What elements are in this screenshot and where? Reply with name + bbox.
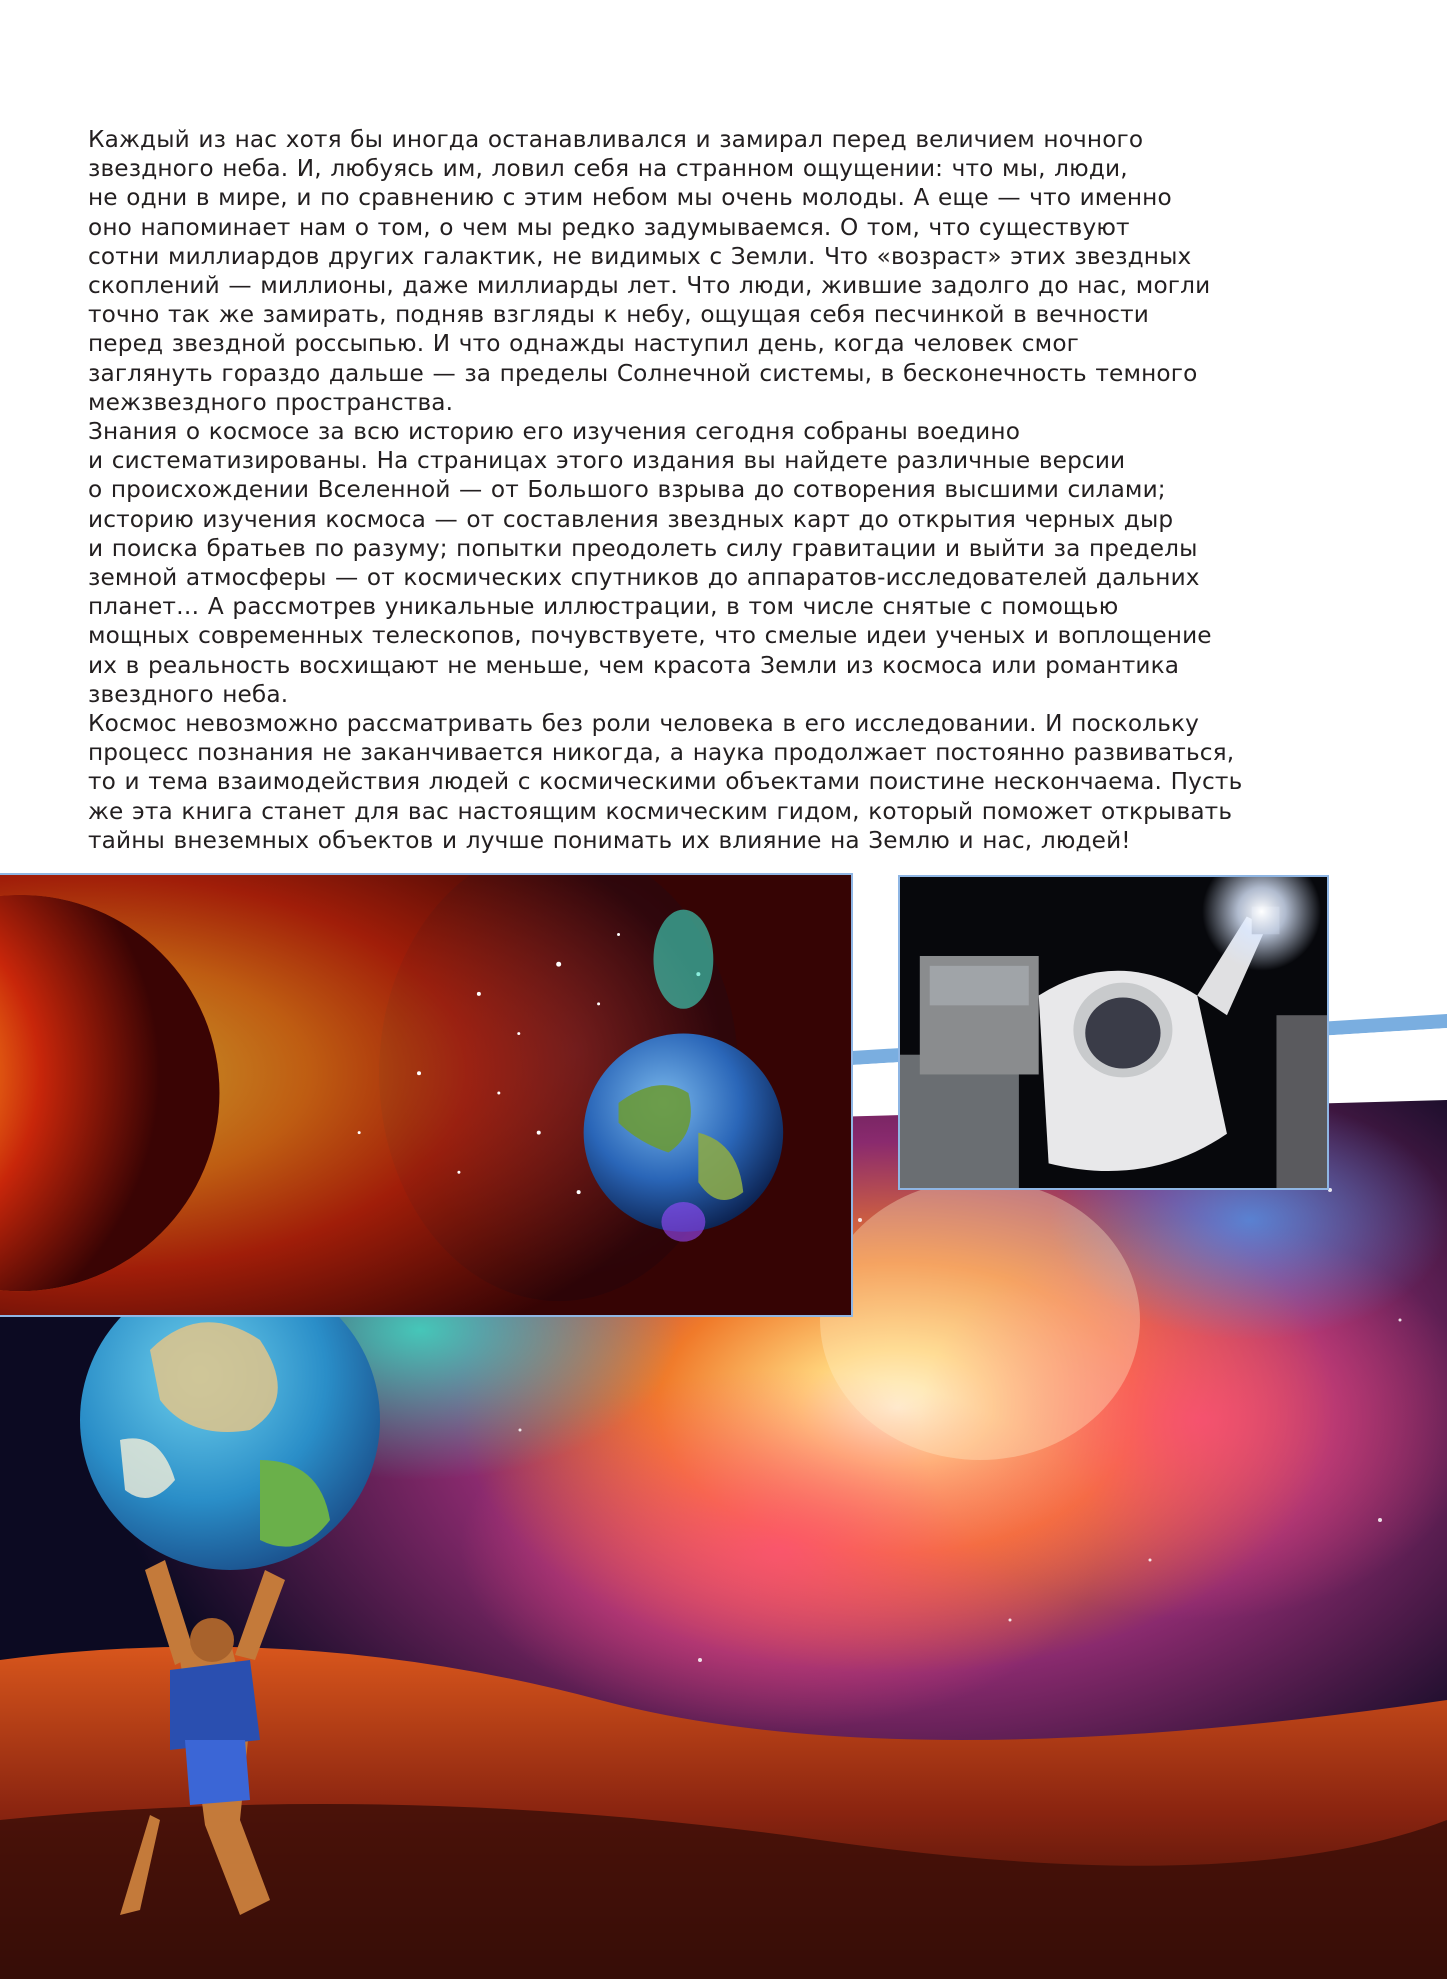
text-line: звездного неба.	[88, 680, 289, 708]
text-line: мощных современных телескопов, почувствуете, что смелые идеи ученых и воплощение	[88, 622, 1212, 650]
intro-text	[88, 125, 1408, 855]
text-line: Знания о космосе за всю историю его изучения сегодня собраны воедино	[88, 418, 1021, 446]
text-line: то и тема взаимодействия людей с космическими объектами поистине нескончаема. Пусть	[88, 768, 1243, 796]
text-line: земной атмосферы — от космических спутников до аппаратов-исследователей дальних	[88, 564, 1200, 592]
text-line: межзвездного пространства.	[88, 388, 454, 416]
text-line: процесс познания не заканчивается никогда, а наука продолжает постоянно развиваться,	[88, 739, 1235, 767]
text-line: не одни в мире, и по сравнению с этим небом мы очень молоды. А еще — что именно	[88, 184, 1172, 212]
text-line: скоплений — миллионы, даже миллиарды лет. Что люди, жившие задолго до нас, могли	[88, 272, 1211, 300]
text-line: и систематизированы. На страницах этого издания вы найдете различные версии	[88, 447, 1126, 475]
text-line: сотни миллиардов других галактик, не видимых с Земли. Что «возраст» этих звездных	[88, 242, 1192, 270]
text-line: историю изучения космоса — от составления звездных карт до открытия черных дыр	[88, 505, 1174, 533]
text-line: звездного неба. И, любуясь им, ловил себя на странном ощущении: что мы, люди,	[88, 155, 1128, 183]
text-line: планет… А рассмотрев уникальные иллюстрации, в том числе снятые с помощью	[88, 593, 1119, 621]
sun-earth-illustration	[0, 873, 853, 1317]
text-line: о происхождении Вселенной — от Большого взрыва до сотворения высшими силами;	[88, 476, 1166, 504]
text-line: заглянуть гораздо дальше — за пределы Солнечной системы, в бесконечность темного	[88, 359, 1198, 387]
text-line: же эта книга станет для вас настоящим космическим гидом, который поможет открывать	[88, 797, 1233, 825]
text-line: тайны внеземных объектов и лучше понимать их влияние на Землю и нас, людей!	[88, 826, 1131, 854]
astronaut-photo	[898, 875, 1329, 1190]
text-line: их в реальность восхищают не меньше, чем красота Земли из космоса или романтика	[88, 651, 1180, 679]
text-line: оно напоминает нам о том, о чем мы редко задумываемся. О том, что существуют	[88, 213, 1130, 241]
text-line: Космос невозможно рассматривать без роли человека в его исследовании. И поскольку	[88, 710, 1200, 738]
text-line: перед звездной россыпью. И что однажды наступил день, когда человек смог	[88, 330, 1079, 358]
text-line: и поиска братьев по разуму; попытки преодолеть силу гравитации и выйти за пределы	[88, 534, 1198, 562]
text-line: Каждый из нас хотя бы иногда останавливался и замирал перед величием ночного	[88, 126, 1144, 153]
text-line: точно так же замирать, подняв взгляды к небу, ощущая себя песчинкой в вечности	[88, 301, 1149, 329]
